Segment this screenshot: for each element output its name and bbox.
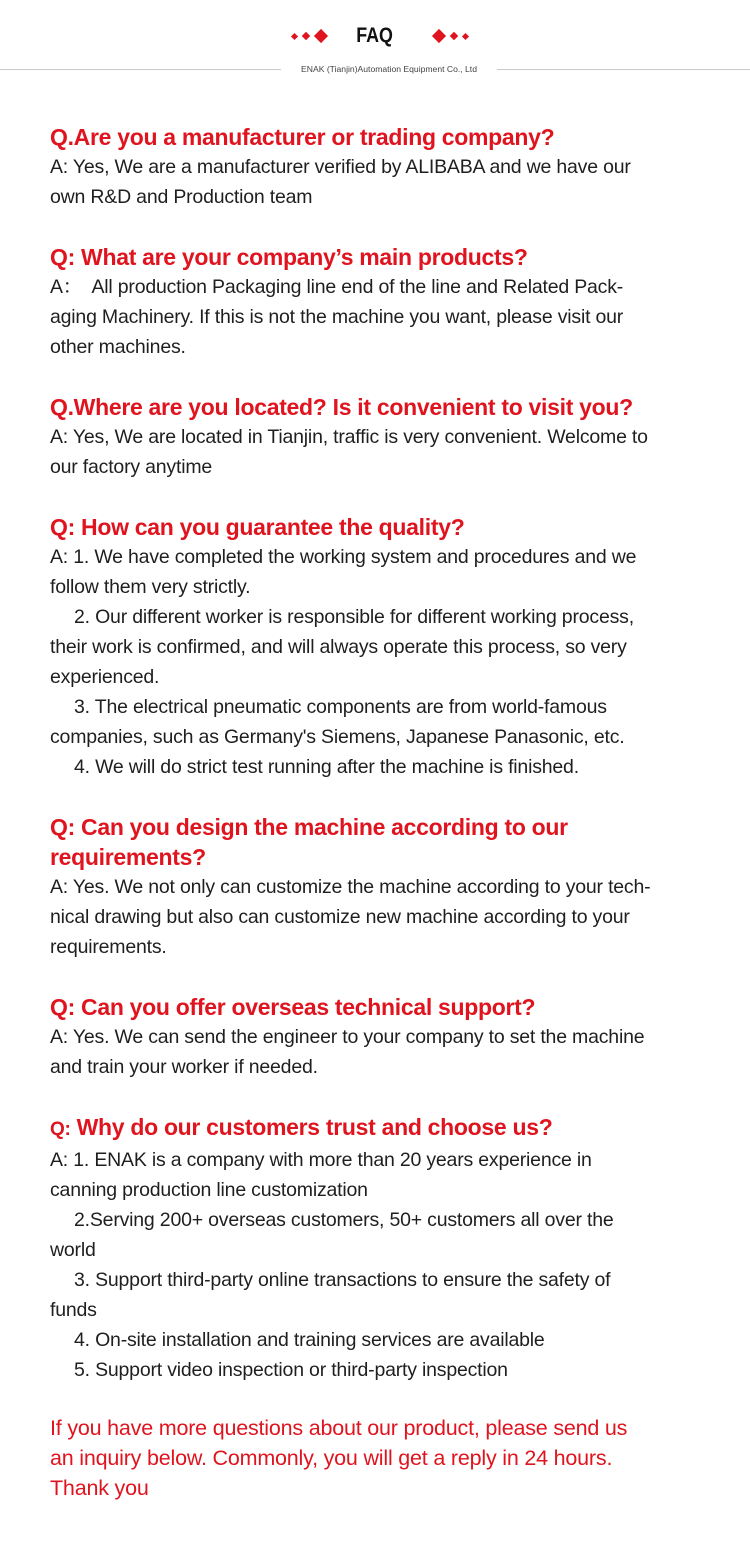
faq-question: requirements? bbox=[50, 844, 206, 870]
faq-item bbox=[50, 1112, 720, 1385]
faq-item bbox=[50, 122, 720, 212]
closing-line: If you have more questions about our product, please send us bbox=[50, 1416, 628, 1440]
faq-answer-line: follow them very strictly. bbox=[50, 576, 251, 598]
faq-answer-line bbox=[50, 1265, 720, 1295]
faq-answer-line: nical drawing but also can customize new machine according to your bbox=[50, 906, 630, 928]
faq-answer-line: experienced. bbox=[50, 666, 160, 688]
faq-answer-line: companies, such as Germany's Siemens, Japanese Panasonic, etc. bbox=[50, 726, 625, 748]
faq-answer-line: own R&D and Production team bbox=[50, 186, 313, 208]
faq-item bbox=[50, 512, 720, 782]
company-name: ENAK (Tianjin)Automation Equipment Co., Ltd bbox=[301, 64, 477, 74]
faq-answer-text: 2.Serving 200+ overseas customers, 50+ customers all over the bbox=[74, 1209, 614, 1231]
faq-answer-line: A: 1. We have completed the working system and procedures and we bbox=[50, 546, 637, 568]
faq-item bbox=[50, 242, 720, 362]
faq-question-text: Why do our customers trust and choose us? bbox=[76, 1114, 553, 1140]
divider-left bbox=[0, 69, 281, 70]
faq-answer-line bbox=[50, 1325, 720, 1355]
faq-answer-line: and train your worker if needed. bbox=[50, 1056, 318, 1078]
faq-answer-line: A: Yes. We can send the engineer to your company to set the machine bbox=[50, 1026, 645, 1048]
faq-header bbox=[0, 0, 750, 80]
faq-answer-line: A: Yes, We are a manufacturer verified by ALIBABA and we have our bbox=[50, 156, 631, 178]
faq-question bbox=[50, 1112, 720, 1145]
faq-item bbox=[50, 392, 720, 482]
faq-answer-line: canning production line customization bbox=[50, 1179, 368, 1201]
faq-answer-line: other machines. bbox=[50, 336, 186, 358]
faq-answer-line: A: Yes. We not only can customize the machine according to your tech- bbox=[50, 876, 651, 898]
faq-answer-line bbox=[50, 1355, 720, 1385]
closing-message bbox=[50, 1413, 720, 1503]
faq-answer-line: A: 1. ENAK is a company with more than 20 years experience in bbox=[50, 1149, 592, 1171]
faq-answer-text: 5. Support video inspection or third-party inspection bbox=[74, 1359, 508, 1381]
faq-question: Q: How can you guarantee the quality? bbox=[50, 514, 465, 540]
faq-answer-text: 4. We will do strict test running after the machine is finished. bbox=[74, 756, 579, 778]
faq-question: Q: What are your company’s main products? bbox=[50, 244, 528, 270]
faq-question: Q.Are you a manufacturer or trading company? bbox=[50, 124, 555, 150]
faq-answer-text: 3. The electrical pneumatic components are from world-famous bbox=[74, 696, 607, 718]
faq-answer-text: 2. Our different worker is responsible for different working process, bbox=[74, 606, 634, 628]
faq-answer-line: our factory anytime bbox=[50, 456, 213, 478]
divider-right bbox=[497, 69, 750, 70]
faq-question: Q: Can you design the machine according to our bbox=[50, 814, 568, 840]
faq-item bbox=[50, 812, 720, 962]
faq-question-prefix: Q: bbox=[50, 1119, 71, 1140]
faq-answer-line: aging Machinery. If this is not the machine you want, please visit our bbox=[50, 306, 624, 328]
faq-answer-line: requirements. bbox=[50, 936, 167, 958]
faq-answer-line bbox=[50, 602, 720, 632]
faq-answer-line bbox=[50, 752, 720, 782]
faq-answer-line: funds bbox=[50, 1299, 97, 1321]
faq-answer-line bbox=[50, 1205, 720, 1235]
faq-answer-line: A: Yes, We are located in Tianjin, traffic is very convenient. Welcome to bbox=[50, 426, 648, 448]
closing-line: an inquiry below. Commonly, you will get a reply in 24 hours. bbox=[50, 1446, 613, 1470]
closing-line: Thank you bbox=[50, 1476, 149, 1500]
faq-answer-text: 4. On-site installation and training services are available bbox=[74, 1329, 545, 1351]
faq-answer-line: their work is confirmed, and will always operate this process, so very bbox=[50, 636, 627, 658]
faq-answer-line: world bbox=[50, 1239, 96, 1261]
page-title: FAQ bbox=[356, 24, 394, 47]
faq-answer-text: 3. Support third-party online transactions to ensure the safety of bbox=[74, 1269, 611, 1291]
faq-answer-line bbox=[50, 692, 720, 722]
faq-answer-line: A： All production Packaging line end of the line and Related Pack- bbox=[50, 276, 624, 298]
faq-item bbox=[50, 992, 720, 1082]
faq-question: Q.Where are you located? Is it convenient to visit you? bbox=[50, 394, 633, 420]
faq-question: Q: Can you offer overseas technical support? bbox=[50, 994, 536, 1020]
